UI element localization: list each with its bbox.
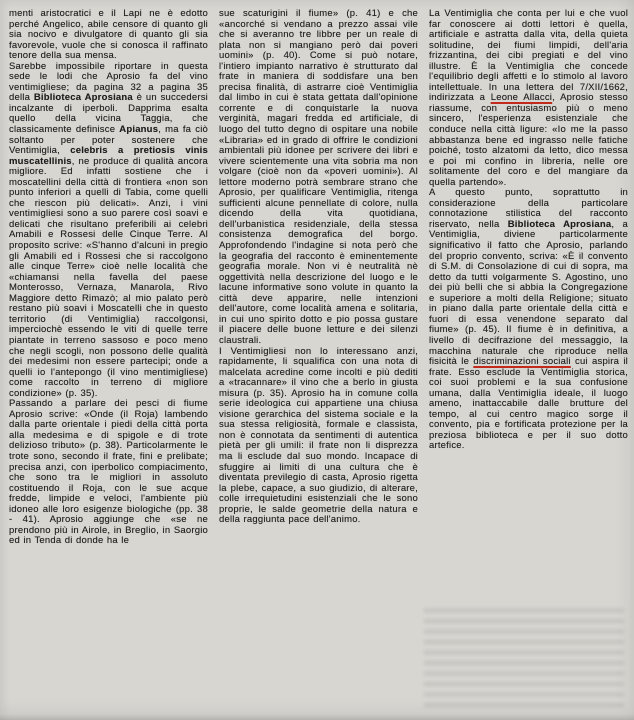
bold-text-segment: Biblioteca Aprosiana xyxy=(507,218,612,230)
red-pen-underline-annotation: discriminazioni sociali xyxy=(473,356,571,368)
paragraph xyxy=(9,62,208,400)
text-segment: Sarebbe impossibile riportare in questa sede le lodi che Aprosio fa del vino ventimigliese; da pagina 32 a pagina 35 della xyxy=(9,60,208,104)
text-segment: sue scaturigini il fiume» (p. 41) e che «ancorché si vendano a prezzo assai vile che si averanno tre libbre per un reale di plata non si mangiano però dai poveri uomini» (p. 40). Come si può notare, l'intiero impianto narrativo è strutturato dal frate in maniera di soddisfare una ben precisa finalità, di astrarre cioè Ventimiglia dal limbo in cui è stata gettata dall'opinione corrente e di conquistarle la nuova verginità, magari fredda ed artificiale, di luogo del tutto degno di ospitare una nobile «Libraria» ed in grado di offrire le condizioni ambientali più idonee per scrivere dei libri e vivere scientemente una vita sobria ma non volgare (cioè non da «poveri uomini»). Al lettore moderno potrà sembrare strano che Aprosio, per qualificare Ventimiglia, ritenga sufficienti alcune pennellate di colore, nulla dicendo della vita quotidiana, dell'urbanistica residenziale, della stessa consistenza demografica del borgo. Approfondendo l'indagine si nota però che la geografia del racconto è eminentemente geografia morale. Non vi è neutralità nè oggettività nella descrizione del luogo e le lacune informative sono volute in quanto la città deve apparire, nelle intenzioni dell'autore, come località amena e solitaria, in cui uno spirito dotto e pio possa gustare il piacere delle buone letture e dei silenzi claustrali. xyxy=(219,8,418,346)
paragraph xyxy=(429,188,628,452)
text-segment: cui aspira il frate. Esso esclude la Ventimiglia storica, coi suoi problemi e la sua confusione umana, dalla Ventimiglia ideale, il luogo ameno, inattaccabile dalle brutture del tempo, al cui centro magico sorge il convento, pia e fortificata protezione per la preziosa biblioteca e per il suo dotto artefice. xyxy=(429,356,628,452)
text-column-3 xyxy=(429,9,628,720)
paragraph xyxy=(219,9,418,347)
text-segment: Passando a parlare dei pesci di fiume Aprosio scrive: «Onde (il Roja) lambendo dalla parte orientale i piedi della città porta alla medesima e di spigole e di trote delizioso tributo» (p. 38). Particolarmente le trote sono, secondo il frate, fini e prelibate; precisa anzi, con iperbolico compiacimento, che sono tra le migliori in assoluto costituendo il Roja, con le sue acque fredde, limpide e veloci, l'ambiente più idoneo alle loro esigenze biologiche (pp. 38 - 41). Aprosio aggiunge che «se ne prendono più in Airole, in Breglio, in Saorgio ed in Tenda di donde ha le xyxy=(9,398,208,547)
paragraph xyxy=(9,9,208,62)
text-segment: menti aristocratici e il Lapi ne è edotto perché Angelico, abile censore di quanto gli sia nocivo e divulgatore di quanto gli sia favorevole, vuole che si conosca il raffinato tenore della sua mensa. xyxy=(9,8,208,62)
bold-text-segment: Biblioteca Aprosiana xyxy=(33,92,133,104)
text-segment: , a Ventimiglia, diviene particolarmente significativo il fatto che Aprosio, parlando del proprio convento, scriva: «È il convento di S.M. di Consolazione di cui di sopra, ma detto da tutti volgarmente S. Agostino, uno dei più belli che si abbia la Congregazione e superiore a molti della Religione; situato in piano dalla parte orientale della città e fuori di essa venendone separato dal fiume» (p. 45). Il fiume è in definitiva, a livello di decifrazione del messaggio, la macchina naturale che riproduce nella fisicità le xyxy=(429,218,628,368)
bold-text-segment: Apianus xyxy=(119,124,159,136)
text-segment: è un succedersi incalzante di iperboli. Dapprima esalta quello della vicina Taggia, che classicamente definisce xyxy=(9,92,208,136)
red-pen-underline-annotation: Leone Allacci xyxy=(490,92,553,104)
text-segment: , ma fa ciò soltanto per poter sostenere che Ventimiglia, xyxy=(9,124,208,157)
bold-text-segment: celebris a pretiosis vinis muscatellinis xyxy=(9,145,209,167)
text-segment: , ne produce di qualità ancora migliore. Ed infatti sostiene che i moscatellini della città di frontiera «non son punto inferiori a quelli di Tabia, come quelli che riescon più delicati». Anzi, i vini ventimigliesi sono a suo parere così soavi e delicati che risultano preferibili ai celebri Amabili e Rossesi delle Cinque Terre. Al proposito scrive: «S'hanno d'alcuni in pregio gli Amabili ed i Rossesi che si raccolgono alle cinque Terre» cioè nelle località che «chiamansi nella favella del paese Monterosso, Vernaza, Manarola, Rivo Maggiore detto Rimazò; al mio palato però restano più soavi i Moscatelli che in questo territorio (di Ventimiglia) raccolgonsi, imperciochè essendo le viti di quelle terre piantate in terreno sassoso e poco meno che negli scogli, non possono delle qualità dei medesimi non essere partecipi; onde a quelli io l'antepongo (il vino mentimigliese) come raccolto in terreno di migliore condizione» (p. 35). xyxy=(9,155,208,399)
text-segment: I Ventimigliesi non lo interessano anzi, rapidamente, li squalifica con una nota di malcelata acredine come incolti e più dediti a «tracannare» il vino che a berlo in giusta misura (p. 35). Aprosio ha in comune colla serie ideologica cui appartiene una chiusa visione gerarchica del sistema sociale e la sua stessa religiosità, formale e classista, non è connotata da sentimenti di autentica pietà per gli umili: il frate non li disprezza ma li esclude dal suo mondo. Incapace di sfuggire ai limiti di una cultura che è diventata previlegio di casta, Aprosio rigetta la plebe, capace, a suo giudizio, di alterare, colle irrequietudini esistenziali che le sono proprie, le salde geometrie della natura e della raggiunta pace dell'animo. xyxy=(219,345,418,526)
text-segment: La Ventimiglia che conta per lui e che vuol far conoscere ai dotti lettori è quella, artificiale e astratta dalla vita, della quieta solitudine, dei fiumi limpidi, dell'aria frizzantina, dei cibi pregiati e del vino illustre. È la Ventimiglia che concede l'equilibrio degli affetti e lo stimolo al lavoro intellettuale. In una lettera del 7/XII/1662, indirizzata a xyxy=(429,8,628,104)
text-column-2 xyxy=(219,9,418,720)
text-segment: , Aprosio stesso riassume, con entusiasmo più o meno sincero, l'esperienza esistenziale che conduce nella città ligure: «Io me la passo abbastanza bene ed ingrasso nelle fatiche poiché, tosto alzatomi da letto, dico messa e poi mi confino in libreria, nelle ore solitamente del coro e del mangiare da quella partendo». xyxy=(429,92,628,188)
text-column-1 xyxy=(9,9,208,720)
text-segment: A questo punto, soprattutto in considerazione della particolare connotazione stilistica del racconto riservato, nella xyxy=(429,187,628,230)
paragraph xyxy=(429,9,628,188)
paragraph xyxy=(219,347,418,526)
paragraph xyxy=(9,399,208,547)
